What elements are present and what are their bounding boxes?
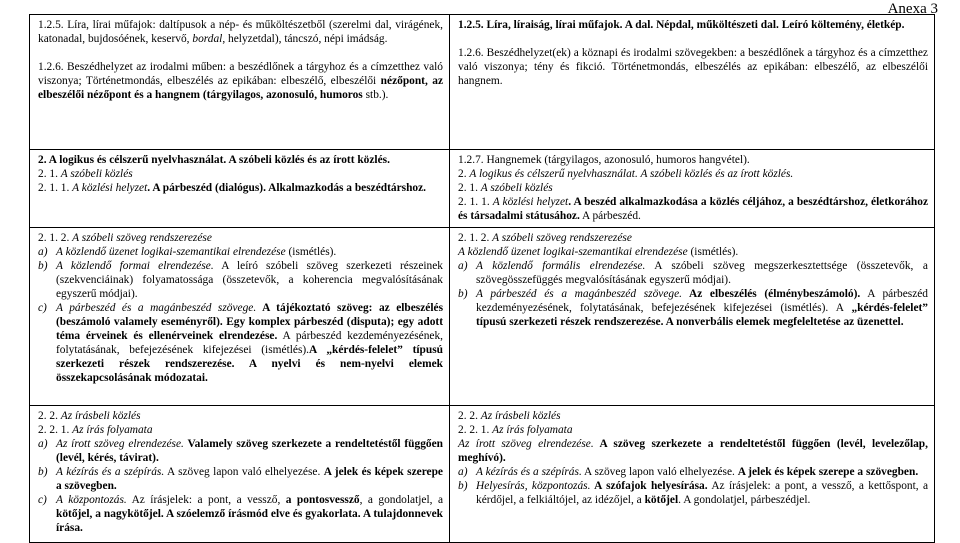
list-text bbox=[56, 301, 443, 385]
text-run: Az írás folyamata bbox=[492, 424, 573, 436]
text-run: 2. 1. 1. bbox=[38, 182, 73, 194]
text-run: A párbeszéd és a magánbeszéd szövege. bbox=[476, 288, 682, 300]
text-run: A szófajok helyesírása. bbox=[590, 480, 708, 492]
text-run: 2. 1. 2. bbox=[458, 232, 493, 244]
list-text bbox=[476, 479, 928, 507]
list-text bbox=[56, 437, 443, 465]
text-run: A tájékoztató szöveg: az elbeszélés (beszámoló valamely eseményről). Egy komplex párbeszéd (disputa); egy adott téma érveinek és ellenérveinek elrendezése. bbox=[56, 302, 444, 342]
paragraph bbox=[458, 437, 928, 465]
list-text bbox=[56, 465, 443, 493]
old-curriculum-cell bbox=[30, 406, 450, 543]
text-run: Az írásjelek: a pont, a vessző, bbox=[126, 494, 286, 506]
list-item bbox=[38, 259, 443, 301]
text-run: Az írás folyamata bbox=[72, 424, 153, 436]
paragraph bbox=[458, 195, 928, 223]
text-run: 2. 1. 2. bbox=[38, 232, 73, 244]
text-run: 2. 2. 1. bbox=[458, 424, 493, 436]
new-curriculum-cell bbox=[450, 15, 935, 150]
text-run: A szóbeli szöveg megszerkesztettsége (összetevők, a szövegösszefüggés megvalósításának egyszerű módjai). bbox=[476, 260, 928, 286]
text-run: Az írásbeli közlés bbox=[60, 410, 141, 422]
paragraph bbox=[38, 167, 443, 181]
text-run: (ismétlés). bbox=[285, 246, 337, 258]
list-text bbox=[476, 287, 928, 329]
text-run: 2. bbox=[458, 168, 470, 180]
list-text bbox=[476, 259, 928, 287]
paragraph bbox=[38, 181, 443, 195]
curriculum-comparison-table bbox=[29, 14, 935, 543]
text-run: stb.). bbox=[362, 89, 389, 101]
list-item bbox=[38, 493, 443, 535]
list-item bbox=[458, 287, 928, 329]
old-curriculum-cell bbox=[30, 228, 450, 406]
text-run: A szöveg szerkezete a rendeltetéstől függően (levél, levelezőlap, meghívó). bbox=[458, 438, 928, 464]
text-run: A leíró szóbeli szöveg szerkezeti részeinek (szekvenciáinak) folyamatossága (összetevők, a koherencia megvalósításának egyszerű módjai). bbox=[56, 260, 443, 300]
annex-label: Anexa 3 bbox=[887, 1, 938, 17]
text-run: A közlendő formai elrendezése. bbox=[56, 260, 214, 272]
list-item bbox=[38, 245, 443, 259]
text-run: . A beszéd alkalmazkodása a közlés céljához, a beszédtárshoz, életkorához és társadalmi státusához. bbox=[458, 196, 928, 222]
text-run: Valamely szöveg szerkezete a rendeltetéstől függően (levél, kérés, távirat). bbox=[56, 438, 443, 464]
text-run: 2. 1. bbox=[458, 182, 481, 194]
text-run: A közlendő üzenet logikai-szemantikai elrendezése bbox=[56, 246, 286, 258]
table-row bbox=[30, 150, 935, 228]
text-run: 1.2.5. Líra, lírai műfajok: daltípusok a nép- és műköltészetből (szerelmi dal, virágének, katonadal, bujdosóének, keservő, bbox=[38, 19, 443, 45]
text-run: 2. 1. 1. bbox=[458, 196, 493, 208]
table-row bbox=[30, 228, 935, 406]
list-item bbox=[38, 437, 443, 465]
paragraph bbox=[38, 60, 443, 102]
paragraph bbox=[458, 409, 928, 423]
text-run: nézőpont, az elbeszélői nézőpont és a hangnem (tárgyilagos, azonosuló, humoros bbox=[38, 75, 444, 101]
text-run: A közlendő formális elrendezése. bbox=[476, 260, 646, 272]
text-run: 1.2.7. Hangnemek (tárgyilagos, azonosuló, humoros hangvétel). bbox=[458, 154, 750, 166]
text-run: Helyesírás, központozás. bbox=[476, 480, 591, 492]
text-run: (ismétlés). bbox=[687, 246, 739, 258]
text-run: A párbeszéd. bbox=[579, 210, 641, 222]
text-run: 2. 1. bbox=[38, 168, 61, 180]
text-run: A „kérdés-felelet” típusú szerkezeti részek rendszerezése. A nyelvi és nem-nyelvi elemek összekapcsolásának módozatai. bbox=[56, 344, 443, 384]
new-curriculum-cell bbox=[450, 228, 935, 406]
text-run: A kézírás és a szépírás. bbox=[476, 466, 582, 478]
text-run: A párbeszéd kezdeményezésének, folytatásának, befejezésének kifejezései (ismétlés). A bbox=[476, 288, 929, 314]
text-run: A kézírás és a szépírás. bbox=[56, 466, 165, 478]
list-marker: a) bbox=[38, 246, 48, 258]
list-marker: b) bbox=[38, 260, 48, 272]
paragraph bbox=[458, 18, 928, 32]
list-marker: c) bbox=[38, 494, 47, 506]
text-run: 1.2.6. Beszédhelyzet az irodalmi műben: a beszédlőnek a tárgyhoz és a címzetthez való viszonya; Történetmondás, elbeszélés az epikában: elbeszélő, elbeszélői bbox=[38, 61, 443, 87]
text-run: kötőjel bbox=[644, 494, 679, 506]
old-curriculum-cell bbox=[30, 150, 450, 228]
paragraph bbox=[458, 245, 928, 259]
table-row bbox=[30, 406, 935, 543]
text-run: A szóbeli közlés bbox=[480, 182, 553, 194]
text-run: Az írott szöveg elrendezése. bbox=[56, 438, 184, 450]
list-item bbox=[458, 259, 928, 287]
text-run: „kérdés-felelet” típusú szerkezeti részek rendszerezése. A nonverbális elemek megfeleltetése az üzenettel. bbox=[476, 302, 928, 328]
paragraph bbox=[38, 153, 443, 167]
text-run: . A gondolatjel, párbeszédjel. bbox=[678, 494, 811, 506]
text-run: bordal bbox=[192, 33, 223, 45]
text-run: A logikus és célszerű nyelvhasználat. A szóbeli közlés és az írott közlés. bbox=[469, 168, 794, 180]
text-run: 2. 2. bbox=[458, 410, 481, 422]
paragraph bbox=[458, 181, 928, 195]
list-item bbox=[38, 301, 443, 385]
paragraph bbox=[458, 153, 928, 167]
text-run: A szóbeli szöveg rendszerezése bbox=[492, 232, 632, 244]
table-row bbox=[30, 15, 935, 150]
paragraph bbox=[38, 231, 443, 245]
paragraph bbox=[38, 18, 443, 46]
list-marker: b) bbox=[458, 480, 468, 492]
text-run: kötőjel, a nagykötőjel. A szóelemző írásmód elve és gyakorlata. A tulajdonnevek írása. bbox=[56, 508, 443, 534]
text-run: A közlendő üzenet logikai-szemantikai elrendezése bbox=[458, 246, 688, 258]
list-marker: c) bbox=[38, 302, 47, 314]
list-marker: a) bbox=[458, 466, 468, 478]
text-run: , a gondolatjel, a bbox=[359, 494, 443, 506]
text-run: A szöveg lapon való elhelyezése. bbox=[164, 466, 324, 478]
text-run: A jelek és képek szerepe a szövegben. bbox=[737, 466, 919, 478]
list-text bbox=[56, 493, 443, 535]
text-run: Az írott szöveg elrendezése. bbox=[458, 438, 594, 450]
text-run: A közlési helyzet bbox=[492, 196, 569, 208]
text-run: 1.2.5. Líra, líraiság, lírai műfajok. A dal. Népdal, műköltészeti dal. Leíró költemény, életkép. bbox=[458, 19, 905, 31]
list-item bbox=[38, 465, 443, 493]
text-run: A jelek és képek szerepe a szövegben. bbox=[56, 466, 443, 492]
text-run: Az elbeszélés (élménybeszámoló). bbox=[681, 288, 861, 300]
new-curriculum-cell bbox=[450, 150, 935, 228]
text-run: Az írásbeli közlés bbox=[480, 410, 561, 422]
list-item bbox=[458, 465, 928, 479]
text-run: 2. 2. 1. bbox=[38, 424, 73, 436]
list-item bbox=[458, 479, 928, 507]
list-text bbox=[476, 465, 928, 479]
text-run: , helyzetdal), táncszó, népi imádság. bbox=[222, 33, 388, 45]
paragraph bbox=[38, 423, 443, 437]
text-run: A párbeszéd kezdeményezésének, folytatásának, befejezésének kifejezései (ismétlés). bbox=[56, 330, 444, 356]
paragraph bbox=[38, 409, 443, 423]
paragraph bbox=[458, 231, 928, 245]
text-run: a pontosvessző bbox=[285, 494, 360, 506]
list-text bbox=[56, 245, 443, 259]
paragraph bbox=[458, 423, 928, 437]
text-run: A szóbeli közlés bbox=[60, 168, 133, 180]
text-run: A szöveg lapon való elhelyezése. bbox=[581, 466, 738, 478]
text-run: Az írásjelek: a pont, a vessző, a kettőspont, a kérdőjel, a felkiáltójel, az idézőjel, a bbox=[476, 480, 929, 506]
list-marker: b) bbox=[38, 466, 48, 478]
text-run: 1.2.6. Beszédhelyzet(ek) a köznapi és irodalmi szövegekben: a beszédlőnek a tárgyhoz és a címzetthez való viszonya; tény és fikció. Történetmondás, elbeszélés az epikában: elbeszélő, az elbeszélői hangnem. bbox=[458, 47, 928, 87]
text-run: A központozás. bbox=[56, 494, 127, 506]
list-marker: b) bbox=[458, 288, 468, 300]
paragraph bbox=[458, 167, 928, 181]
old-curriculum-cell bbox=[30, 15, 450, 150]
list-text bbox=[56, 259, 443, 301]
text-run: A párbeszéd és a magánbeszéd szövege. bbox=[56, 302, 257, 314]
text-run: A szóbeli szöveg rendszerezése bbox=[72, 232, 212, 244]
list-marker: a) bbox=[38, 438, 48, 450]
text-run: A közlési helyzet bbox=[72, 182, 148, 194]
list-marker: a) bbox=[458, 260, 468, 272]
text-run: 2. 2. bbox=[38, 410, 61, 422]
paragraph bbox=[458, 46, 928, 88]
text-run: 2. A logikus és célszerű nyelvhasználat. A szóbeli közlés és az írott közlés. bbox=[38, 154, 390, 166]
text-run: . A párbeszéd (dialógus). Alkalmazkodás a beszédtárshoz. bbox=[147, 182, 427, 194]
new-curriculum-cell bbox=[450, 406, 935, 543]
